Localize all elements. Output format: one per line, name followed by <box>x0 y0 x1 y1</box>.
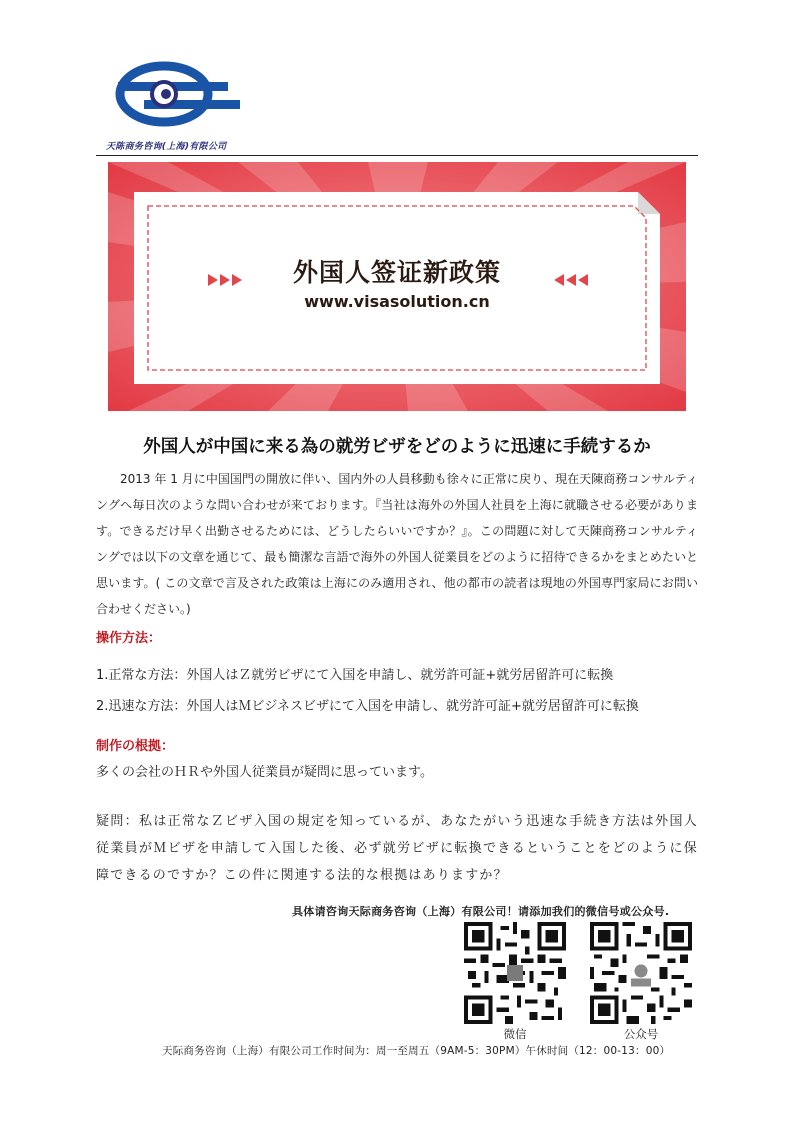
basis-text: 多くの会社のＨＲや外国人従業員が疑問に思っています。 <box>96 765 433 780</box>
wechat-qr-code[interactable] <box>464 922 566 1024</box>
question-paragraph: 疑問：私は正常なＺビザ入国の規定を知っているが、あなたがいう迅速な手続き方法は外国人従業員がＭビザを申請して入国した後、必ず就労ビザに転換できるということをどのように保障できるのですか？この件に関連する法的な根拠はありますか？ <box>96 814 698 883</box>
official-account-qr-label: 公众号 <box>623 1027 659 1041</box>
banner-website-link[interactable]: www.visasolution.cn <box>304 292 490 311</box>
visa-policy-banner <box>108 162 686 411</box>
contact-note: 具体请咨询天际商务咨询（上海）有限公司！请添加我们的微信号或公众号. <box>292 905 670 918</box>
article-intro <box>96 466 698 622</box>
basis-heading: 制作の根拠： <box>96 739 175 754</box>
company-logo-caption: 天陈商务咨询(上海)有限公司 <box>106 142 227 152</box>
method-heading: 操作方法： <box>96 631 162 646</box>
header-divider <box>96 155 698 156</box>
intro-paragraph: 2013 年 1 月に中国国門の開放に伴い、国内外の人員移動も徐々に正常に戻り、現在天陳商務コンサルティングへ毎日次のような問い合わせが来ております。『当社は海外の外国人社員を上海に就職させる必要があります。できるだけ早く出勤させるためには、どうしたらいいですか？』。この問題に対して天陳商務コンサルティングでは以下の文章を通じて、最も簡潔な言語で海外の外国人従業員をどのように招待できるかをまとめたいと思います。( この文章で言及された政策は上海にのみ適用され、他の都市の読者は現地の外国専門家局にお問い合わせください。) <box>96 472 698 616</box>
wechat-qr-label: 微信 <box>503 1027 527 1041</box>
method-item-fast: 2.迅速な方法：外国人はＭビジネスビザにて入国を申請し、就労許可証+就労居留許可に転換 <box>96 699 639 714</box>
office-hours: 天际商务咨询（上海）有限公司工作时间为：周一至周五（9AM-5：30PM）午休时间（12：00-13：00） <box>162 1045 671 1057</box>
official-account-qr-code[interactable] <box>590 922 692 1024</box>
banner-title: 外国人签证新政策 <box>292 258 501 287</box>
method-item-normal: 1.正常な方法：外国人はＺ就労ビザにて入国を申請し、就労許可証+就労居留許可に転換 <box>96 668 614 683</box>
article-title: 外国人が中国に来る為の就労ビザをどのように迅速に手続するか <box>143 437 651 457</box>
